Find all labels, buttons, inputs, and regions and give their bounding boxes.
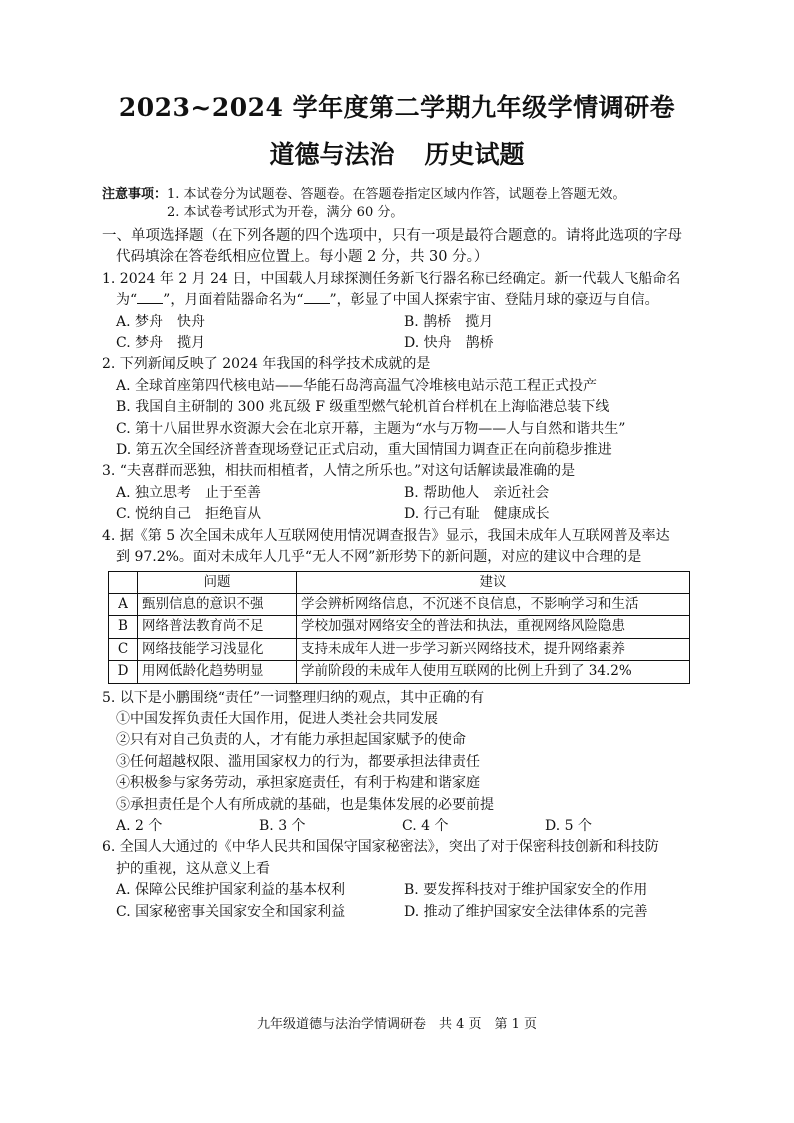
question-6 xyxy=(102,837,702,923)
option-b: B. 鹊桥 揽月 xyxy=(404,313,494,330)
question-stem: 1. 2024 年 2 月 24 日，中国载人月球探测任务新飞行器名称已经确定。新一代载人飞船命名 xyxy=(102,270,681,287)
answer-blank xyxy=(304,303,330,304)
statement: ②只有对自己负责的人，才有能力承担起国家赋予的使命 xyxy=(116,732,466,749)
option-a: A. 独立思考 止于至善 xyxy=(116,484,262,501)
exam-subtitle xyxy=(0,135,794,171)
question-5 xyxy=(102,688,702,838)
option-c: C. 4 个 xyxy=(402,817,449,834)
option-c: C. 梦舟 揽月 xyxy=(116,335,206,352)
question-table xyxy=(108,571,690,684)
option-a: A. 全球首座第四代核电站——华能石岛湾高温气冷堆核电站示范工程正式投产 xyxy=(116,377,598,394)
option-b: B. 3 个 xyxy=(259,817,306,834)
question-1 xyxy=(102,269,702,355)
answer-blank xyxy=(137,303,163,304)
option-d: D. 5 个 xyxy=(545,817,592,834)
notice-item: 2. 本试卷考试形式为开卷，满分 60 分。 xyxy=(167,205,404,220)
question-stem: 6. 全国人大通过的《中华人民共和国保守国家秘密法》，突出了对于保密科技创新和科技防 xyxy=(102,839,659,856)
option-d: D. 快舟 鹊桥 xyxy=(404,335,494,352)
subject-history: 历史试题 xyxy=(424,140,525,169)
table-corner xyxy=(109,571,138,593)
option-d: D. 推动了维护国家安全法律体系的完善 xyxy=(404,903,648,920)
page-footer: 九年级道德与法治学情调研卷 共 4 页 第 1 页 xyxy=(256,1017,538,1032)
question-stem: 4. 据《第 5 次全国未成年人互联网使用情况调查报告》显示，我国未成年人互联网普及率达 xyxy=(102,527,670,544)
notice-item: 1. 本试卷分为试题卷、答题卷。在答题卷指定区域内作答，试题卷上答题无效。 xyxy=(167,187,626,202)
question-3 xyxy=(102,461,702,525)
question-4 xyxy=(102,526,702,684)
table-header-problem: 问题 xyxy=(138,571,297,593)
table-row: B 网络普法教育尚不足 学校加强对网络安全的普法和执法，重视网络风险隐患 xyxy=(109,616,690,638)
statement: ①中国发挥负责任大国作用，促进人类社会共同发展 xyxy=(116,710,438,727)
option-a: A. 保障公民维护国家利益的基本权利 xyxy=(116,882,346,899)
notice-label: 注意事项： xyxy=(102,187,168,202)
option-c: C. 第十八届世界水资源大会在北京开幕，主题为“水与万物——人与自然和谐共生” xyxy=(116,420,626,437)
option-c: C. 悦纳自己 拒绝盲从 xyxy=(116,506,262,523)
question-2 xyxy=(102,354,702,461)
section-heading: 一、单项选择题（在下列各题的四个选项中，只有一项是最符合题意的。请将此选项的字母 代码填涂在答卷纸相应位置上。每小题 2 分，共 30 分。） xyxy=(102,228,682,266)
question-stem-cont: 为“ ”，月面着陆器命名为“ ”，彰显了中国人探索宇宙、登陆月球的豪迈与自信。 xyxy=(116,292,659,309)
option-b: B. 要发挥科技对于维护国家安全的作用 xyxy=(404,882,648,899)
option-a: A. 2 个 xyxy=(116,817,163,834)
table-header-suggestion: 建议 xyxy=(297,571,690,593)
exam-body xyxy=(102,186,702,923)
table-row: A 甄别信息的意识不强 学会辨析网络信息，不沉迷不良信息，不影响学习和生活 xyxy=(109,593,690,615)
question-stem-cont: 到 97.2%。面对未成年人几乎“无人不网”新形势下的新问题，对应的建议中合理的是 xyxy=(116,549,642,566)
question-stem: 2. 下列新闻反映了 2024 年我国的科学技术成就的是 xyxy=(102,356,431,373)
statement: ⑤承担责任是个人有所成就的基础，也是集体发展的必要前提 xyxy=(116,796,494,813)
notice xyxy=(102,186,702,222)
question-stem: 5. 以下是小鹏围绕“责任”一词整理归纳的观点，其中正确的有 xyxy=(102,689,485,706)
table-row: C 网络技能学习浅显化 支持未成年人进一步学习新兴网络技术，提升网络素养 xyxy=(109,638,690,660)
question-stem: 3. “夫喜群而恶独，相扶而相植者，人情之所乐也。”对这句话解读最准确的是 xyxy=(102,463,576,480)
statement: ③任何超越权限、滥用国家权力的行为，都要承担法律责任 xyxy=(116,753,480,770)
subject-morality: 道德与法治 xyxy=(269,140,395,169)
option-c: C. 国家秘密事关国家安全和国家利益 xyxy=(116,903,346,920)
option-b: B. 我国自主研制的 300 兆瓦级 F 级重型燃气轮机首台样机在上海临港总装下线 xyxy=(116,399,610,416)
option-d: D. 行己有耻 健康成长 xyxy=(404,506,550,523)
question-stem-cont: 护的重视，这从意义上看 xyxy=(116,860,270,877)
option-d: D. 第五次全国经济普查现场登记正式启动，重大国情国力调查正在向前稳步推进 xyxy=(116,442,612,459)
option-a: A. 梦舟 快舟 xyxy=(116,313,206,330)
statement: ④积极参与家务劳动，承担家庭责任，有利于构建和谐家庭 xyxy=(116,775,480,792)
option-b: B. 帮助他人 亲近社会 xyxy=(404,484,550,501)
exam-title: 2023~2024 学年度第二学期九年级学情调研卷 xyxy=(118,93,676,122)
table-row: D 用网低龄化趋势明显 学前阶段的未成年人使用互联网的比例上升到了 34.2% xyxy=(109,661,690,683)
